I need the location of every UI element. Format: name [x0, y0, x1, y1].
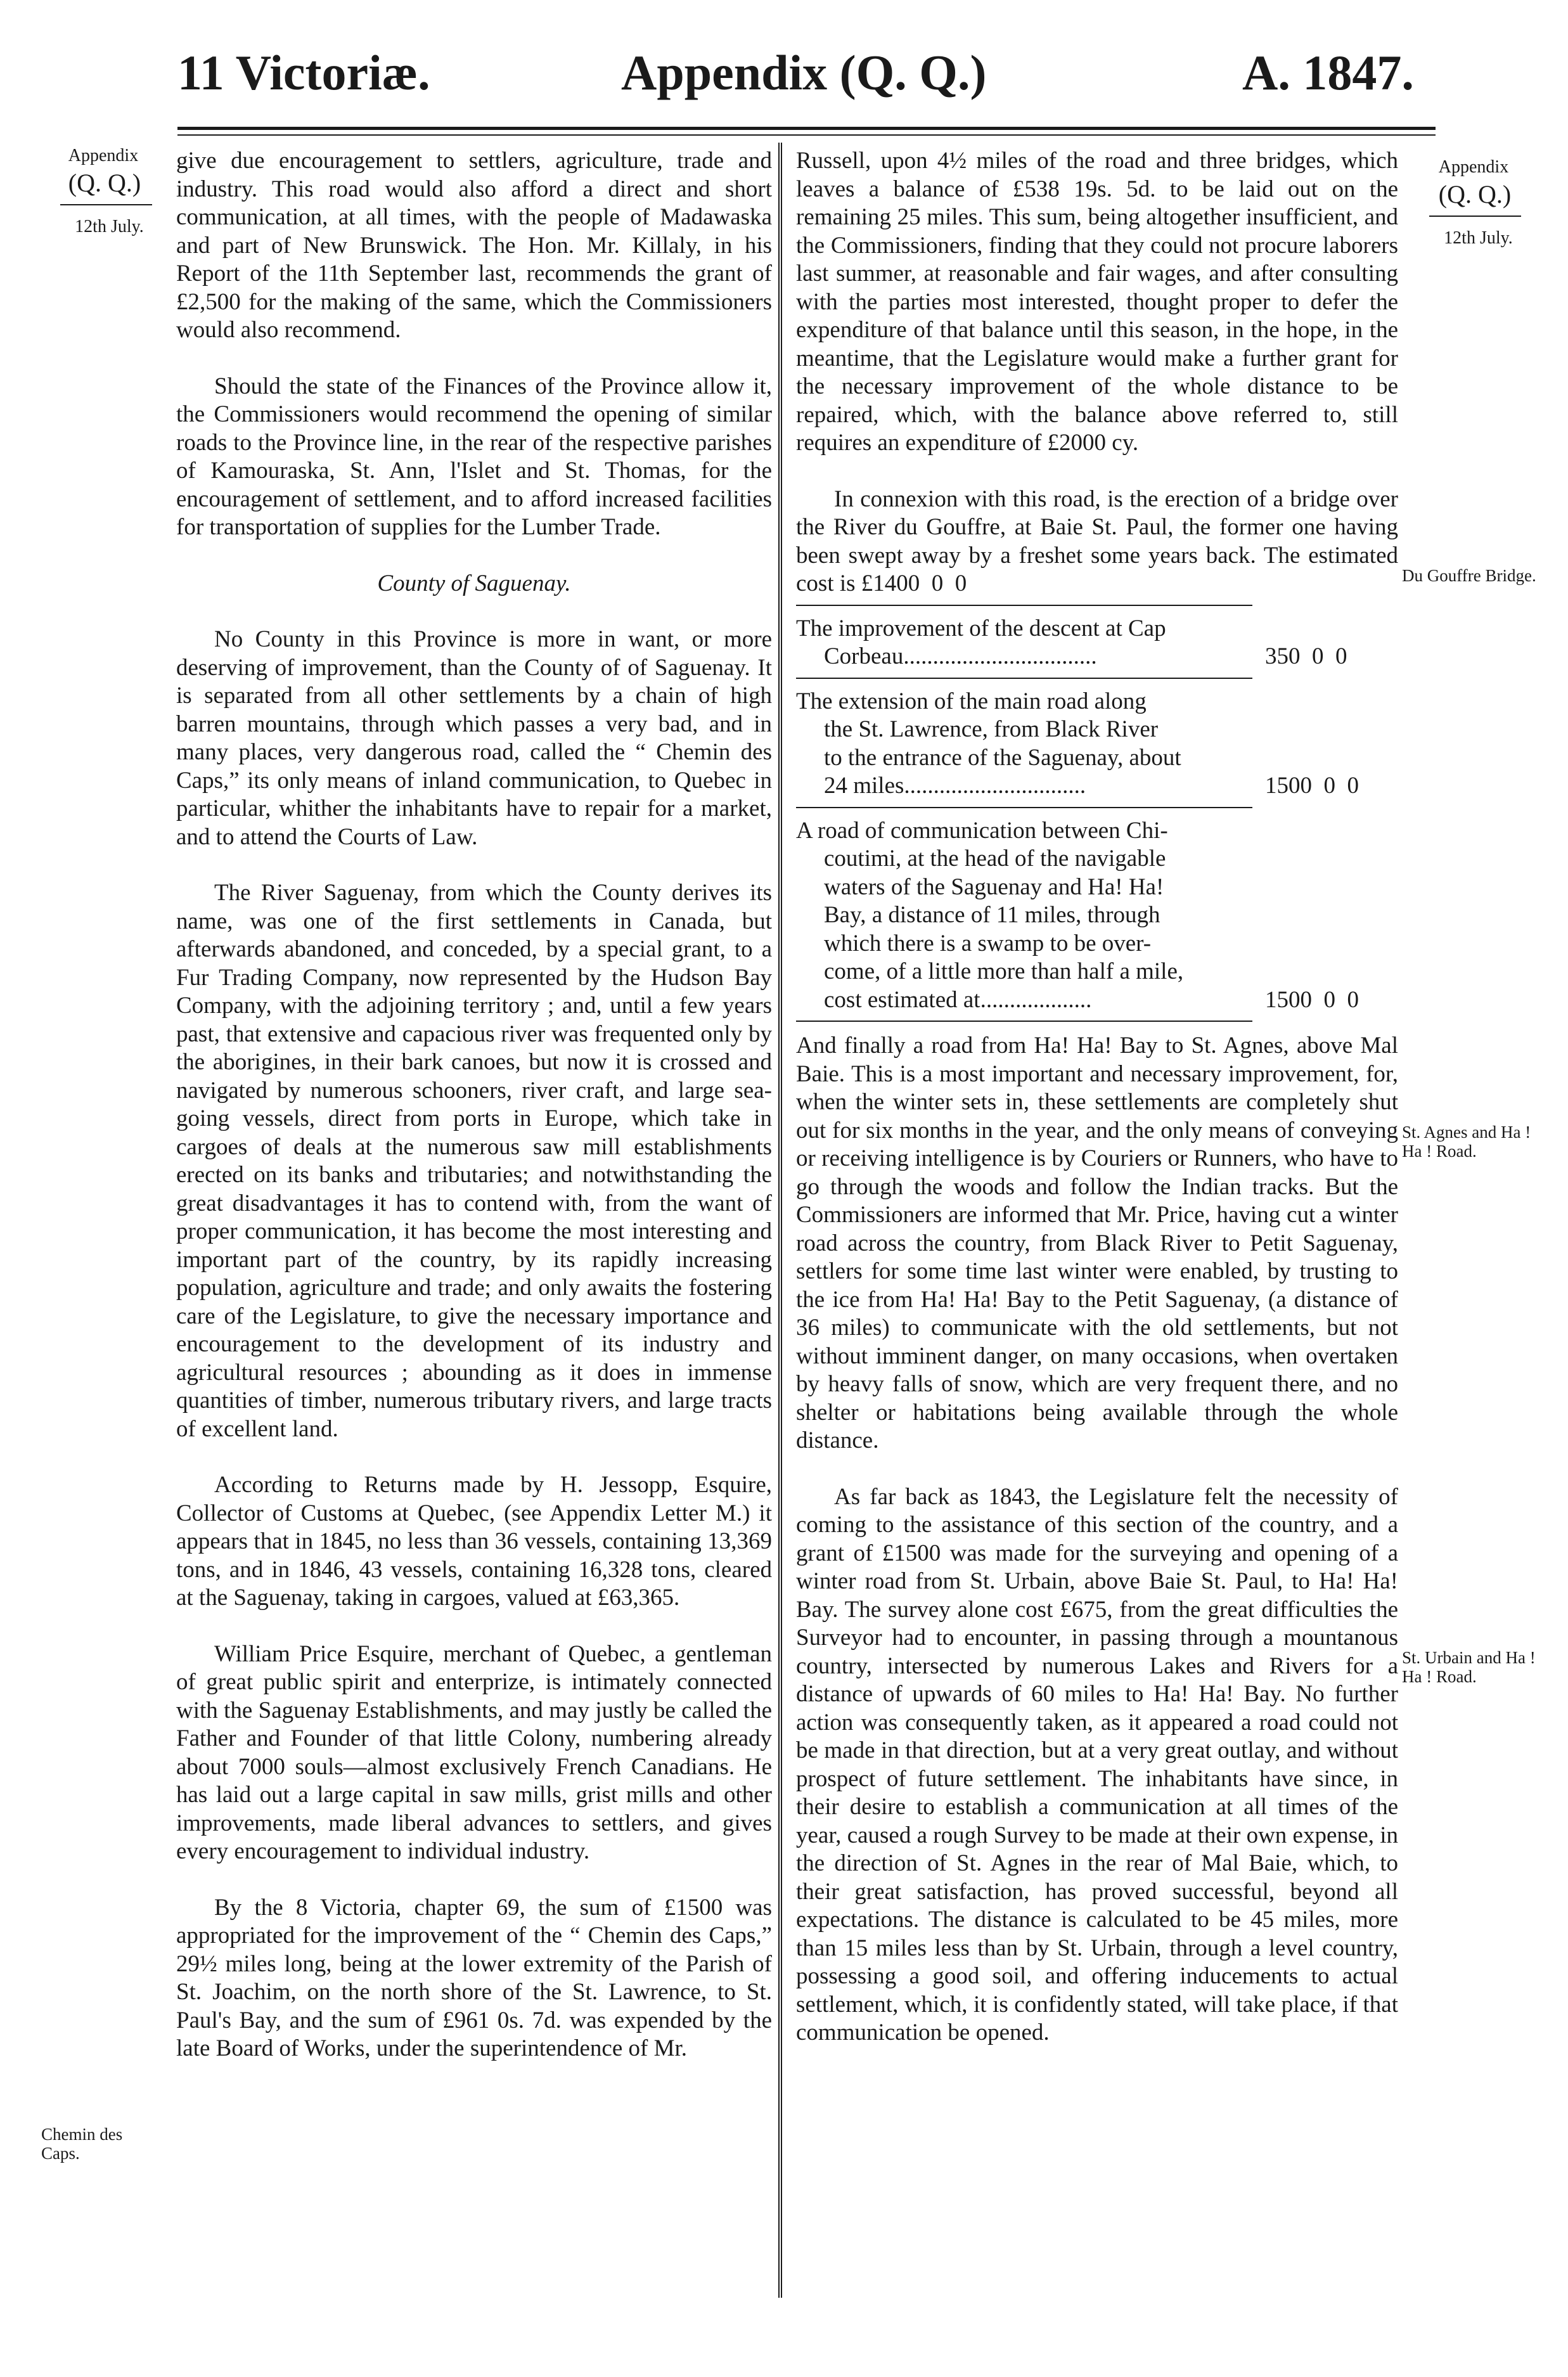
paragraph: By the 8 Victoria, chapter 69, the sum of £1500 was appropriated for the improvement of the “ Chemin des Caps,” 29½ miles long, being at the lower extremity of the Parish of St. Joachim, on the north shore of the St. Lawrence, to St. Paul's Bay, and the sum of £961 0s. 7d. was expended by the late Board of Works, under the superintendence of Mr. — [176, 1894, 772, 2061]
header-rule-thin — [177, 134, 1436, 136]
paragraph — [796, 486, 1398, 598]
estimate-text: Bay, a distance of 11 miles, through — [824, 902, 1160, 928]
paragraph: give due encouragement to settlers, agriculture, trade and industry. This road would also afford a direct and short communication, at all times, with the people of Madawaska and part of New Brunswick. The Hon. Mr. Killaly, in his Report of the 11th September last, recommends the grant of £2,500 for the making of the same, which the Commissioners would also recommend. — [176, 148, 772, 343]
estimate-amount: 1500 0 0 — [1265, 773, 1359, 799]
estimate-chicoutimi-road — [796, 817, 1398, 1015]
estimate-text: The improvement of the descent at Cap — [796, 615, 1166, 641]
estimate-rule — [796, 1021, 1252, 1022]
right-margin-code: (Q. Q.) — [1438, 180, 1512, 209]
estimate-text: which there is a swamp to be over- — [824, 930, 1152, 957]
paragraph: No County in this Province is more in want, or more deserving of improvement, than the County of of Saguenay. It is separated from all other settlements by a chain of high barren mountains, through which passes a very bad, and in many places, very dangerous road, called the “ Chemin des Caps,” its only means of inland communication, to Quebec in particular, whither the inhabitants have to repair for a market, and to attend the Courts of Law. — [176, 626, 772, 850]
right-margin-appendix: Appendix — [1438, 157, 1509, 177]
column-divider — [778, 143, 782, 2298]
estimate-text: The extension of the main road along — [796, 688, 1147, 714]
paragraph: William Price Esquire, merchant of Quebec, a gentleman of great public spirit and enterprize, is intimately connected with the Saguenay Establishments, and may justly be called the Father and Founder of that little Colony, numbering already about 7000 souls—almost exclusively French Canadians. He has laid out a large capital in saw mills, grist mills and other improvements, made liberal advances to settlers, and gives every encouragement to individual industry. — [176, 1640, 772, 1864]
paragraph-text: In connexion with this road, is the erection of a bridge over the River du Gouffre, at Baie St. Paul, the former one having been swept away by a freshet some years back. The estimated cost is — [796, 486, 1398, 596]
estimate-text: cost estimated at................... — [824, 986, 1092, 1013]
du-gouffre-bridge-note: Du Gouffre Bridge. — [1402, 566, 1536, 585]
estimate-amount: £1400 0 0 — [861, 570, 967, 596]
section-heading: County of Saguenay. — [377, 570, 571, 596]
paragraph: Russell, upon 4½ miles of the road and three bridges, which leaves a balance of £538 19s. 5d. to be laid out on the remaining 25 miles. This sum, being altogether insufficient, and the Commissioners, finding that they could not procure laborers last summer, at reasonable and fair wages, and after consulting with the parties most interested, thought proper to defer the expenditure of that balance until this season, in the hope, in the meantime, that the Legislature would make a further grant for the necessary improvement of the whole distance to be repaired, which, with the balance above referred to, still requires an expenditure of £2000 cy. — [796, 148, 1398, 456]
estimate-rule — [796, 807, 1252, 808]
paragraph: According to Returns made by H. Jessopp, Esquire, Collector of Customs at Quebec, (see Appendix Letter M.) it appears that in 1845, no less than 36 vessels, containing 13,369 tons, and in 1846, 43 vessels, containing 16,328 tons, cleared at the Saguenay, taking in cargoes, valued at £63,365. — [176, 1472, 772, 1611]
st-urbain-road-note: St. Urbain and Ha ! Ha ! Road. — [1402, 1648, 1536, 1686]
estimate-rule — [796, 605, 1252, 606]
estimate-text: to the entrance of the Saguenay, about — [824, 744, 1181, 771]
estimate-rule — [796, 678, 1252, 679]
paragraph: The River Saguenay, from which the County derives its name, was one of the first settlements in Canada, but afterwards abandoned, and conceded, by a special grant, to a Fur Trading Company, now represented by the Hudson Bay Company, with the adjoining territory ; and, until a few years past, that extensive and capacious river was frequented only by the aborigines, in their bark canoes, but now it is crossed and navigated by numerous schooners, river craft, and large sea-going vessels, direct from ports in Europe, which take in cargoes of deals at the numerous saw mill establishments erected on its banks and tributaries; and notwithstanding the great disadvantages it has to contend with, from the want of proper communication, it has become the most interesting and important part of the country, by its rapidly increasing population, agriculture and trade; and only awaits the fostering care of the Legislature, to give the necessary importance and encouragement to the development of its industry and agricultural resources ; abounding as it does in immense quantities of timber, numerous tributary rivers, and large tracts of excellent land. — [176, 880, 772, 1442]
header-right: A. 1847. — [1242, 45, 1414, 100]
estimate-amount: 1500 0 0 — [1265, 986, 1359, 1013]
estimate-text: Corbeau................................. — [824, 643, 1097, 669]
st-agnes-road-note: St. Agnes and Ha ! Ha ! Road. — [1402, 1123, 1531, 1161]
estimate-cap-corbeau — [796, 615, 1398, 671]
paragraph: As far back as 1843, the Legislature felt the necessity of coming to the assistance of this section of the country, and a grant of £1500 was made for the surveying and opening of a winter road from St. Urbain, above Baie St. Paul, to Ha! Ha! Bay. The survey alone cost £675, from the great difficulties the Surveyor had to encounter, in passing through a mountanous country, intersected by numerous Lakes and Rivers for a distance of upwards of 60 miles to Ha! Ha! Bay. No further action was consequently taken, as it appeared a road could not be made in that direction, but at a very great outlay, and without prospect of future settlement. The inhabitants have since, in their desire to establish a communication at all times of the year, caused a rough Survey to be made at their own expense, in the direction of St. Agnes in the rear of Mal Baie, which, to their great satisfaction, has proved successful, beyond all expectations. The distance is calculated to be 45 miles, more than 15 miles less than by St. Urbain, through a level country, possessing a good soil, and offering inducements to actual settlement, which, it is confidently stated, will take place, if that communication be opened. — [796, 1483, 1398, 2045]
right-margin-rule — [1429, 216, 1521, 217]
estimate-main-road — [796, 688, 1398, 801]
header-title: Appendix (Q. Q.) — [621, 45, 987, 100]
estimate-text: 24 miles............................... — [824, 773, 1086, 799]
estimate-text: coutimi, at the head of the navigable — [824, 846, 1166, 872]
estimate-text: the St. Lawrence, from Black River — [824, 716, 1159, 742]
estimate-amount: 350 0 0 — [1265, 643, 1347, 669]
right-column — [796, 147, 1398, 2075]
header-left: 11 Victoriæ. — [177, 45, 430, 100]
right-margin-date: 12th July. — [1444, 228, 1513, 248]
chemin-des-caps-note: Chemin des Caps. — [41, 2125, 123, 2163]
estimate-text: A road of communication between Chi- — [796, 817, 1168, 844]
header-rule-thick — [177, 127, 1436, 130]
paragraph: And finally a road from Ha! Ha! Bay to St. Agnes, above Mal Baie. This is a most important and necessary improvement, for, when the winter sets in, these settlements are completely shut out for six months in the year, and the only means of conveying or receiving intelligence is by Couriers or Runners, who have to go through the woods and follow the Indian tracks. But the Commissioners are informed that Mr. Price, having cut a winter road across the country, from Black River to Petit Saguenay, settlers for some time last winter were enabled, by trusting to the ice from Ha! Ha! Bay to the Petit Saguenay, (a distance of 36 miles) to communicate with the old settlements, but not without imminent danger, on many occasions, when overtaken by heavy falls of snow, which are very frequent there, and no shelter or habitations being available through the whole distance. — [796, 1033, 1398, 1453]
estimate-text: waters of the Saguenay and Ha! Ha! — [824, 873, 1164, 900]
estimate-text: come, of a little more than half a mile, — [824, 958, 1184, 984]
left-margin-date: 12th July. — [75, 217, 144, 236]
paragraph: Should the state of the Finances of the Province allow it, the Commissioners would recommend the opening of similar roads to the Province line, in the rear of the respective parishes of Kamouraska, St. Ann, l'Islet and St. Thomas, for the encouragement of settlement, and to afford increased facilities for transportation of supplies for the Lumber Trade. — [176, 373, 772, 540]
left-margin-appendix: Appendix — [68, 146, 139, 165]
left-margin-code: (Q. Q.) — [68, 169, 141, 197]
left-column — [176, 147, 772, 2091]
left-margin-rule — [60, 204, 152, 205]
